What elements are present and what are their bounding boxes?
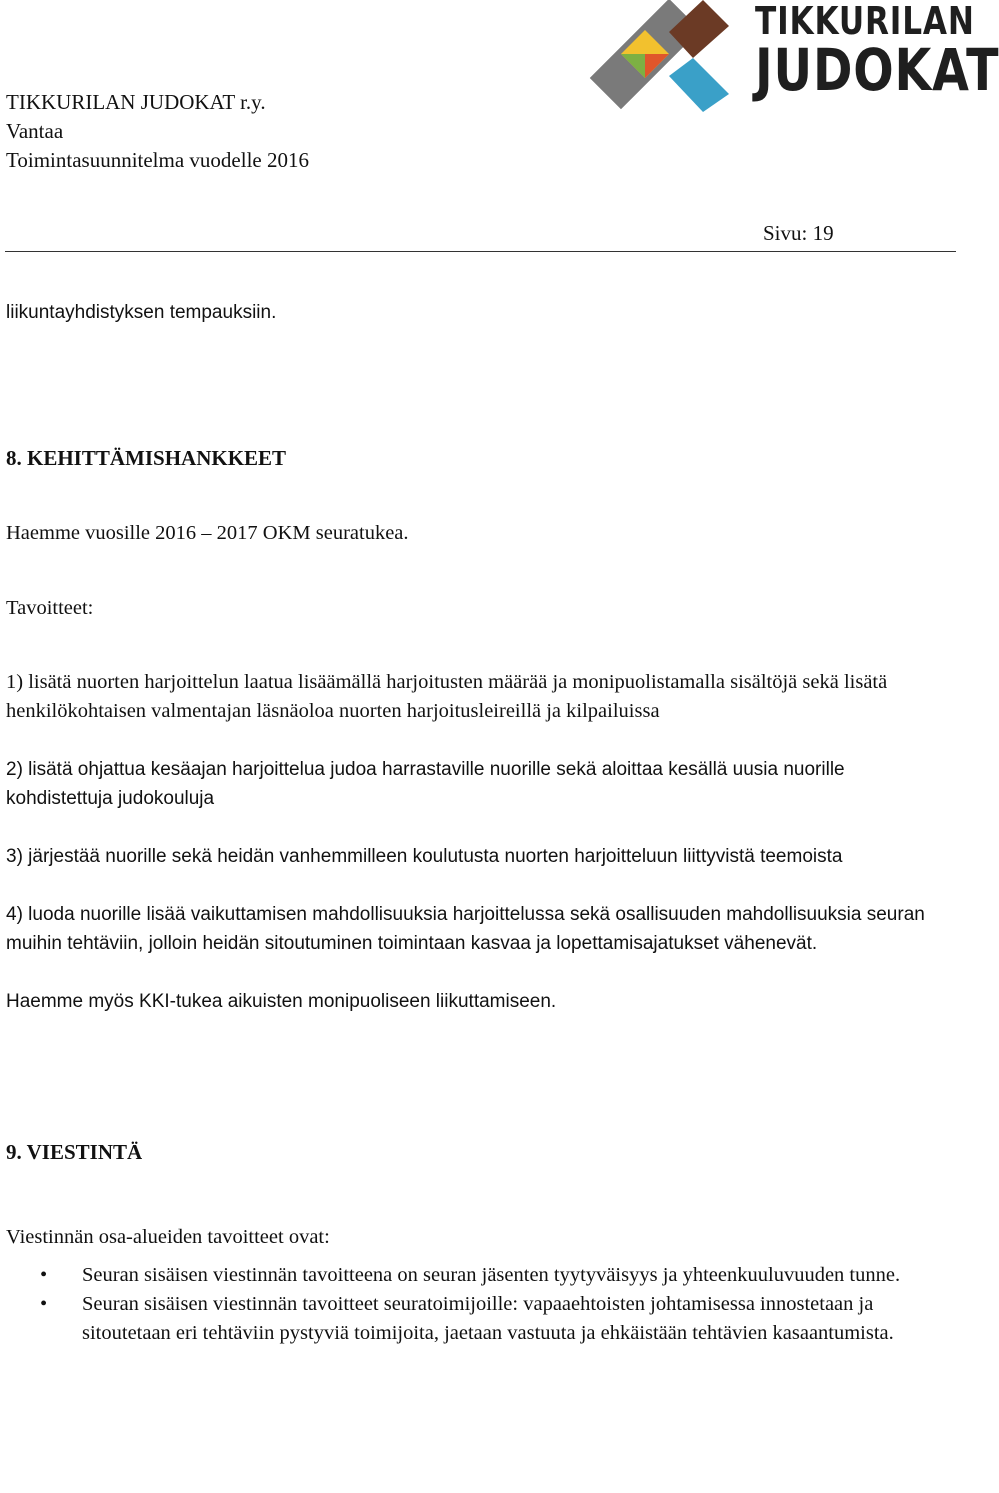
bullet-icon: • bbox=[40, 1264, 48, 1286]
section-8-lead: Haemme vuosille 2016 – 2017 OKM seuratukea. bbox=[6, 522, 409, 544]
document-body bbox=[6, 298, 946, 1348]
logo-line-1: TIKKURILAN bbox=[755, 0, 975, 43]
list-item-text: Seuran sisäisen viestinnän tavoitteet seuratoimijoille: vapaaehtoisten johtamisessa innostetaan ja sitoutetaan eri tehtäviin pystyviä toimijoita, jaetaan vastuuta ja ehkäistään tehtävien kasaantumista. bbox=[82, 1293, 894, 1344]
org-name: TIKKURILAN JUDOKAT r.y. bbox=[6, 90, 266, 114]
page-number: Sivu: 19 bbox=[763, 221, 834, 245]
bullet-icon: • bbox=[40, 1293, 48, 1315]
goals-label: Tavoitteet: bbox=[6, 597, 94, 619]
goal-item: 1) lisätä nuorten harjoittelun laatua lisäämällä harjoitusten määrää ja monipuolistamalla sisältöjä sekä lisätä henkilökohtaisen valmentajan läsnäoloa nuorten harjoitusleireillä ja kilpailuissa bbox=[6, 671, 888, 722]
goal-item: 2) lisätä ohjattua kesäajan harjoittelua judoa harrastaville nuorille sekä aloittaa kesällä uusia nuorille kohdistettuja judokouluja bbox=[6, 759, 845, 809]
communication-goals-list bbox=[6, 1261, 946, 1348]
section-9-lead: Viestinnän osa-alueiden tavoitteet ovat: bbox=[6, 1226, 330, 1248]
logo-wordmark bbox=[755, 0, 999, 104]
list-item bbox=[6, 1261, 946, 1290]
goal-item: 3) järjestää nuorille sekä heidän vanhemmilleen koulutusta nuorten harjoitteluun liittyvistä teemoista bbox=[6, 846, 843, 867]
section-8-closing: Haemme myös KKI-tukea aikuisten monipuoliseen liikuttamiseen. bbox=[6, 991, 557, 1012]
logo-emblem-icon bbox=[553, 0, 753, 112]
club-logo bbox=[553, 0, 999, 112]
continued-text: liikuntayhdistyksen tempauksiin. bbox=[6, 302, 277, 323]
document-title: Toimintasuunnitelma vuodelle 2016 bbox=[6, 148, 309, 172]
section-9-heading: 9. VIESTINTÄ bbox=[6, 1140, 143, 1164]
document-header bbox=[6, 88, 309, 175]
list-item bbox=[6, 1290, 946, 1348]
section-8-heading: 8. KEHITTÄMISHANKKEET bbox=[6, 446, 287, 470]
goal-item: 4) luoda nuorille lisää vaikuttamisen mahdollisuuksia harjoittelussa sekä osallisuuden mahdollisuuksia seuran muihin tehtäviin, jolloin heidän sitoutuminen toimintaan kasvaa ja lopettamisajatukset vähenevät. bbox=[6, 904, 925, 954]
list-item-text: Seuran sisäisen viestinnän tavoitteena on seuran jäsenten tyytyväisyys ja yhteenkuuluvuuden tunne. bbox=[82, 1264, 901, 1286]
city: Vantaa bbox=[6, 119, 64, 143]
header-divider bbox=[5, 251, 956, 252]
logo-line-2: JUDOKAT bbox=[755, 36, 999, 104]
